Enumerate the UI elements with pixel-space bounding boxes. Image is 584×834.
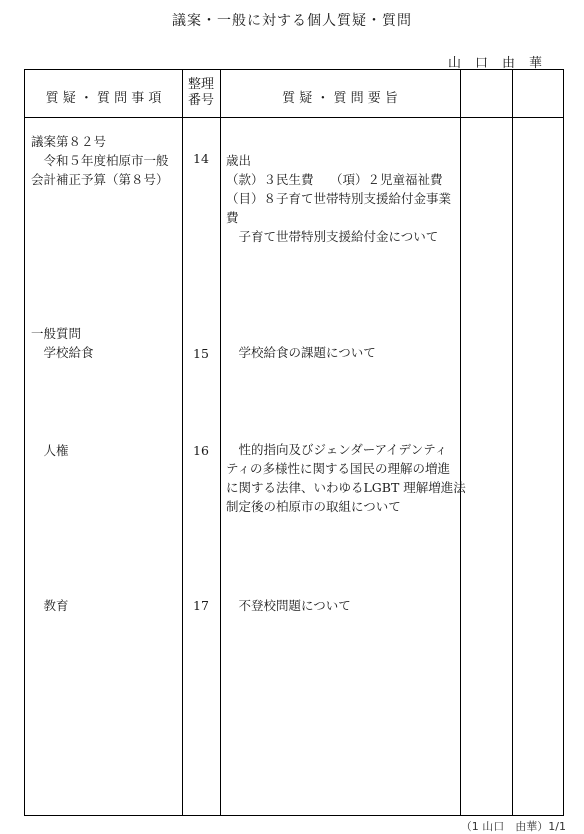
row-item: 人権 — [31, 443, 69, 458]
page-footer: （1 山口 由華）1/1 — [460, 820, 566, 833]
header-number-line2: 番号 — [187, 93, 214, 108]
header-item: 質 疑 ・ 質 問 事 項 — [45, 91, 162, 106]
row-item: 議案第８２号 令和５年度柏原市一般 会計補正予算（第８号） — [31, 134, 169, 187]
header-summary: 質 疑 ・ 質 問 要 旨 — [282, 91, 398, 106]
row-item: 一般質問 学校給食 — [31, 326, 94, 360]
column-divider — [220, 70, 221, 815]
column-divider — [512, 70, 513, 815]
row-item: 教育 — [31, 598, 69, 613]
question-table — [24, 69, 564, 816]
row-summary: 不登校問題について — [226, 598, 351, 613]
row-number: 17 — [193, 598, 209, 613]
row-summary: 性的指向及びジェンダーアイデンティ ティの多様性に関する国民の理解の増進 に関する法律、いわゆるLGBT 理解増進法 制定後の柏原市の取組について — [226, 442, 466, 514]
header-divider — [25, 117, 563, 118]
document-title: 議案・一般に対する個人質疑・質問 — [172, 13, 412, 29]
header-number — [182, 77, 220, 109]
header-number-line1: 整理 — [187, 77, 214, 92]
row-summary: 歳出 （款）３民生費 （項）２児童福祉費 （目）８子育て世帯特別支援給付金事業 費 子育て世帯特別支援給付金について — [226, 153, 452, 244]
author-name: 山口由華 — [447, 56, 556, 71]
row-number: 15 — [193, 346, 209, 361]
row-summary: 学校給食の課題について — [226, 345, 376, 360]
row-number: 16 — [193, 443, 209, 458]
row-number: 14 — [193, 151, 209, 166]
